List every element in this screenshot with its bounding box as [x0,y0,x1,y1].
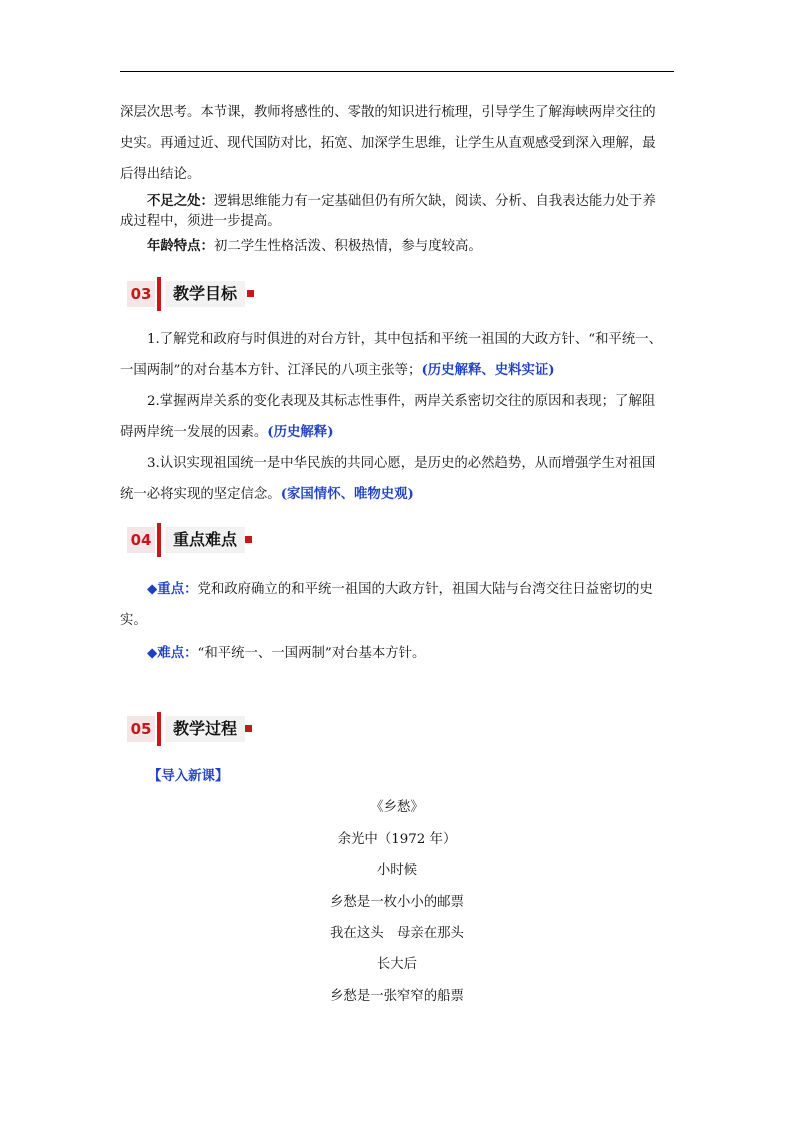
goal-2-line-1: 2.掌握两岸关系的变化表现及其标志性事件，两岸关系密切交往的原因和表现；了解阻 [147,394,656,409]
poem-line: 《乡愁》 [370,800,424,815]
age-label: 年龄特点： [147,238,214,254]
square-bullet-icon [245,536,252,543]
difficult-point-text: “和平统一、一国两制”对台基本方针。 [197,646,426,661]
shortcoming-text: 逻辑思维能力有一定基础但仍有所欠缺，阅读、分析、自我表达能力处于养 [213,194,656,209]
section-title: 教学目标 [165,281,245,307]
key-point-line-1 [120,574,674,605]
difficult-point-label: ◆难点： [147,645,198,661]
age-line [120,235,674,258]
section-number: 04 [127,527,155,553]
shortcoming-line-1 [120,190,674,213]
shortcoming-label: 不足之处： [147,193,214,209]
poem-line: 乡愁是一枚小小的邮票 [330,895,464,910]
key-point-text: 党和政府确立的和平统一祖国的大政方针，祖国大陆与台湾交往日益密切的史 [197,582,653,597]
key-point-label: ◆重点： [147,581,198,597]
poem-line: 我在这头 母亲在那头 [330,926,464,941]
goal-1-line-2 [120,355,674,386]
goal-3-text: 统一必将实现的坚定信念。 [120,487,281,502]
section-header-03 [127,277,297,311]
goal-2-tag: (历史解释) [267,424,334,440]
shortcoming-line-2: 成过程中，须进一步提高。 [120,214,281,229]
section-header-05 [127,712,297,746]
intro-line-3: 后得出结论。 [120,167,201,182]
poem-line: 小时候 [376,863,418,878]
section-number: 03 [127,281,155,307]
intro-line-1: 深层次思考。本节课，教师将感性的、零散的知识进行梳理，引导学生了解海峡两岸交往的 [120,105,656,120]
goal-3-tag: (家国情怀、唯物史观) [280,486,414,502]
poem-line: 长大后 [376,957,418,972]
goal-3-line-1: 3.认识实现祖国统一是中华民族的共同心愿，是历史的必然趋势，从而增强学生对祖国 [147,456,656,471]
key-point-line-2: 实。 [120,613,147,628]
square-bullet-icon [247,290,254,297]
header-rule [120,71,674,72]
difficult-point-line [120,638,674,669]
section-bar [157,523,161,557]
poem-line: 乡愁是一张窄窄的船票 [330,989,464,1004]
section-title: 教学过程 [165,716,245,742]
section-title: 重点难点 [165,527,245,553]
poem-line: 余光中（1972 年） [337,832,457,847]
intro-line-2: 史实。再通过近、现代国防对比，拓宽、加深学生思维，让学生从直观感受到深入理解，最 [120,136,656,151]
section-header-04 [127,523,297,557]
square-bullet-icon [245,725,252,732]
age-text: 初二学生性格活泼、积极热情，参与度较高。 [213,239,482,254]
new-lesson-intro-label: 【导入新课】 [148,768,229,784]
section-bar [157,277,161,311]
section-bar [157,712,161,746]
goal-1-text: 一国两制”的对台基本方针、江泽民的八项主张等； [120,363,422,378]
goal-2-text: 碍两岸统一发展的因素。 [120,425,268,440]
goal-3-line-2 [120,479,674,510]
goal-1-tag: (历史解释、史料实证) [421,362,555,378]
section-number: 05 [127,716,155,742]
goal-2-line-2 [120,417,674,448]
goal-1-line-1: 1.了解党和政府与时俱进的对台方针，其中包括和平统一祖国的大政方针、“和平统一、 [147,332,663,347]
